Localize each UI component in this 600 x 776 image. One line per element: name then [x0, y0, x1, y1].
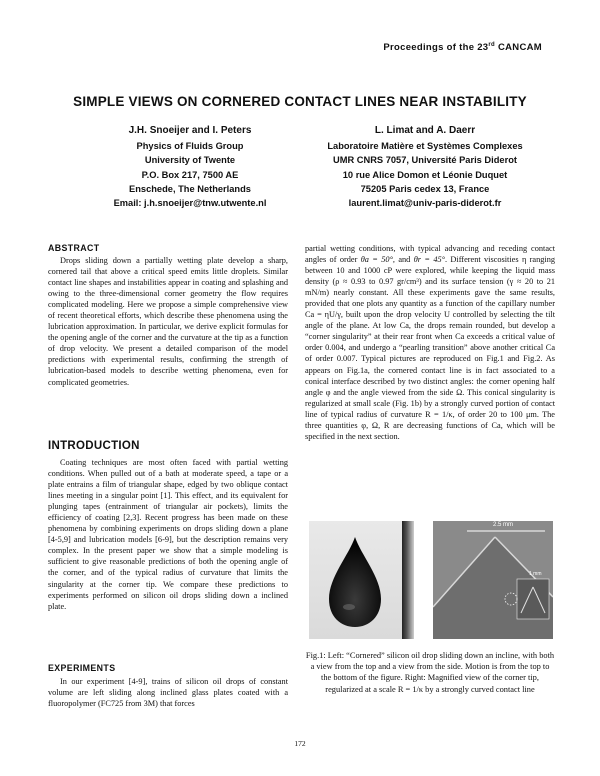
page-number: 172 [294, 739, 306, 748]
inset-scale-label: 1 mm [529, 571, 542, 577]
author-names-right: L. Limat and A. Daerr [374, 125, 476, 136]
paper-title: SIMPLE VIEWS ON CORNERED CONTACT LINES NEAR INSTABILITY [73, 94, 527, 109]
scale-bar-label: 2.5 mm [493, 522, 514, 528]
advancing-angle: θa = 50° [360, 255, 393, 265]
affiliation-line: UMR CNRS 7057, Université Paris Diderot [333, 155, 517, 166]
figure-caption: Fig.1: Left: “Cornered” silicon oil drop sliding down an incline, with both a view from the top and a view from the side. Motion is from the top to the bottom of the figure. Right: Magnified view of the corner tip, regularized at a scale R = 1/κ by a strongly curved contact line [305, 651, 555, 694]
header-suffix: CANCAM [497, 42, 542, 54]
proceedings-header [383, 42, 542, 53]
experiments-text: In our experiment [4-9], trains of silicon oil drops of constant volume are left sliding along inclined glass plates coated with a fluoropolymer (FC725 from 3M) that forces [48, 677, 288, 709]
drop-silhouette-icon [309, 521, 402, 639]
authors-left-block [60, 124, 320, 210]
right-column-text [305, 243, 555, 442]
introduction-heading: INTRODUCTION [48, 440, 140, 452]
header-prefix: Proceedings of the 23 [383, 42, 489, 54]
abstract-text: Drops sliding down a partially wetting plate develop a sharp, cornered tail that above a critical speed emits little droplets. Similar contact line shapes and instabilities appear in coating and splashing and owing to the three-dimensional corner geometry the flow requires complicated modeling. Here we propose a simple comprehensive view of recent theoretical efforts, which describe these phenomena using the lubrication approximation. In particular, we derive explicit formulas for the opening angle of the corner and the curvature at the tip as a function of drop velocity. We present a detailed comparison of the model predictions with experimental results, confirming the strength of lubrication-based models to describe wetting phenomena, even for complicated geometries. [48, 256, 288, 387]
affiliation-line: P.O. Box 217, 7500 AE [141, 169, 239, 180]
right-column-body [305, 243, 555, 442]
drop-top-view [309, 521, 402, 639]
text-run: , and [392, 255, 414, 265]
figure-1 [309, 521, 553, 639]
authors-right-block [300, 124, 550, 210]
experiments-body [48, 676, 288, 709]
affiliation-line: Physics of Fluids Group [136, 141, 244, 152]
affiliation-line: Laboratoire Matière et Systèmes Complexes [327, 141, 523, 152]
introduction-body [48, 457, 288, 612]
author-email-left: Email: j.h.snoeijer@tnw.utwente.nl [113, 198, 267, 209]
text-run: partial wetting conditions, with typical advancing and receding contact angles of order [305, 244, 555, 265]
affiliation-line: 75205 Paris cedex 13, France [360, 183, 490, 194]
affiliation-line: 10 rue Alice Domon et Léonie Duquet [342, 169, 508, 180]
text-run: . Different viscosities η ranging between 10 and 1000 cP were explored, while keeping the liquid mass density (ρ ≈ 0.93 to 0.97 gr/cm³) and its surface tension (γ ≈ 20 to 21 mN/m) nearly constant. All these experiments gave the same results, provided that one plots any quantity as a function of the capillary number Ca = ηU/γ, built upon the drop velocity U controlled by selecting the tilt angle of the plane. At low Ca, the drops remain rounded, but develop a “corner singularity” at their rear front when Ca exceeds a critical value of order 0.004, and undergo a “pearling transition” above another critical Ca of order 0.007. Typical pictures are reproduced on Fig.1 and Fig.2. As appears on Fig.1a, the cornered contact line is in fact associated to a conical interface described by two distinct angles: the corner opening half angle φ and the angle viewed from the side Ω. This conical singularity is regularized at small scale (Fig. 1b) by a strongly curved portion of contact line of typical radius of curvature R = 1/κ, of order 20 to 100 μm. The three quantities φ, Ω, R are decreasing functions of Ca, which will be specified in the next section. [305, 255, 555, 441]
introduction-text: Coating techniques are most often faced with partial wetting conditions. When pulled out of a bath at moderate speed, a tape or a plate entrains a film of triangular shape, edged by two oblique contact lines meeting in a singular point [1]. This effect, and its equivalent for plunging tapes (entrainment of triangular air pockets), limits the efficiency of coating [2,3]. Recent progress has been made on these phenomena by combining experiments on drops sliding down a plane [4-5,9] and lubrication models [6-9], but the description remains very complex. In the present paper we show that a simple modeling is sufficient to give reasonable predictions of both the opening angle of the corner, and of the typical radius of curvature that limits the singularity at the corner tip. We compare these predictions to experiments performed on silicon oil drops sliding down a inclined plate. [48, 458, 288, 611]
corner-tip-magnified-view [433, 521, 553, 639]
affiliation-line: University of Twente [144, 155, 236, 166]
author-email-right: laurent.limat@univ-paris-diderot.fr [348, 198, 502, 209]
abstract-heading: ABSTRACT [48, 243, 100, 253]
drop-side-view [402, 521, 414, 639]
author-names-left: J.H. Snoeijer and I. Peters [128, 125, 252, 136]
receding-angle: θr = 45° [413, 255, 445, 265]
affiliation-line: Enschede, The Netherlands [129, 183, 251, 194]
experiments-heading: EXPERIMENTS [48, 663, 116, 673]
corner-tip-icon [433, 521, 553, 639]
abstract-body [48, 255, 288, 388]
header-superscript: rd [488, 42, 496, 48]
